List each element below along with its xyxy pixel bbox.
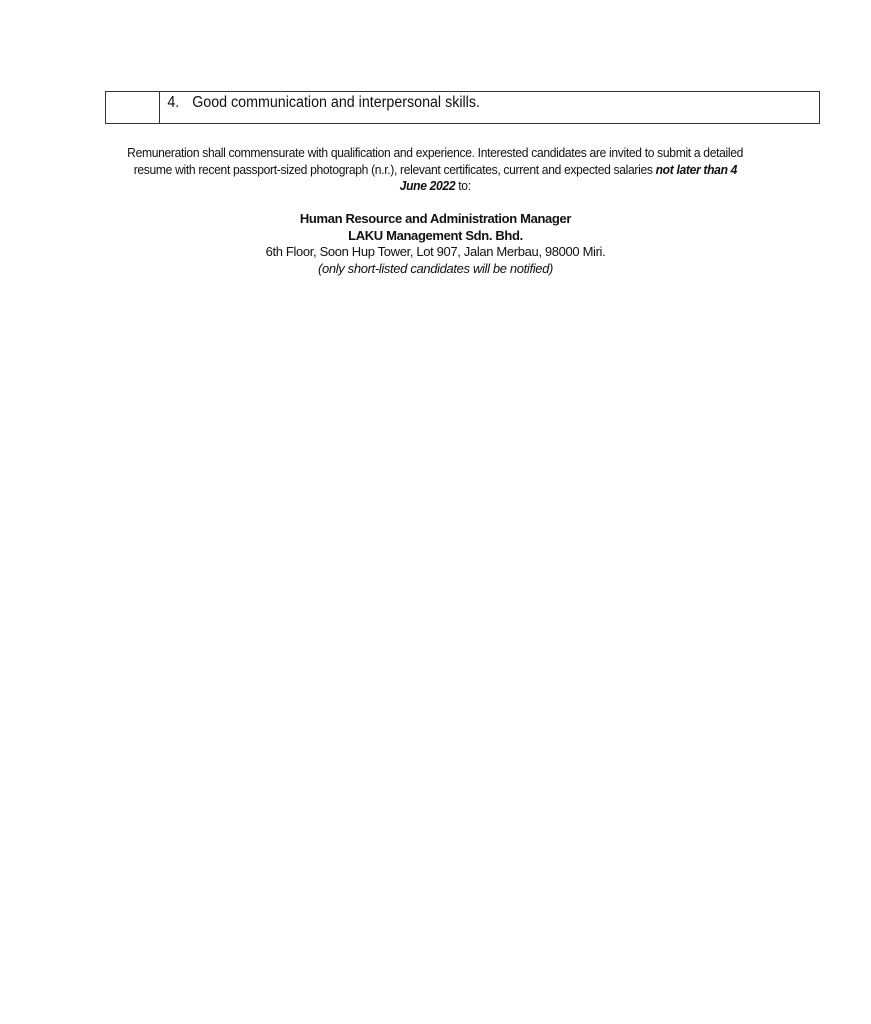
- remuneration-notice: [100, 145, 771, 195]
- deadline-text-part1: not later than 4: [655, 161, 738, 177]
- contact-block: [100, 211, 771, 277]
- table-index-cell: [106, 92, 160, 123]
- notice-line-3: [100, 178, 771, 195]
- requirements-table: [105, 91, 820, 124]
- notice-line-1: Remuneration shall commensurate with qualification and experience. Interested candidates are invited to submit a detailed: [127, 145, 744, 160]
- table-row: [160, 92, 766, 123]
- notice-line-3-suffix: to:: [455, 178, 472, 193]
- company-address: 6th Floor, Soon Hup Tower, Lot 907, Jalan Merbau, 98000 Miri.: [265, 244, 606, 259]
- shortlist-note: (only short-listed candidates will be notified): [317, 260, 553, 276]
- requirement-text: Good communication and interpersonal skills.: [192, 94, 480, 111]
- deadline-date: June 2022: [399, 178, 456, 193]
- requirement-number: 4.: [167, 94, 180, 111]
- company-name: LAKU Management Sdn. Bhd.: [348, 227, 523, 243]
- notice-line-2: [100, 162, 771, 179]
- notice-line-2-text: resume with recent passport-sized photograph (n.r.), relevant certificates, current and expected salaries: [133, 161, 656, 177]
- contact-title: Human Resource and Administration Manager: [299, 211, 572, 226]
